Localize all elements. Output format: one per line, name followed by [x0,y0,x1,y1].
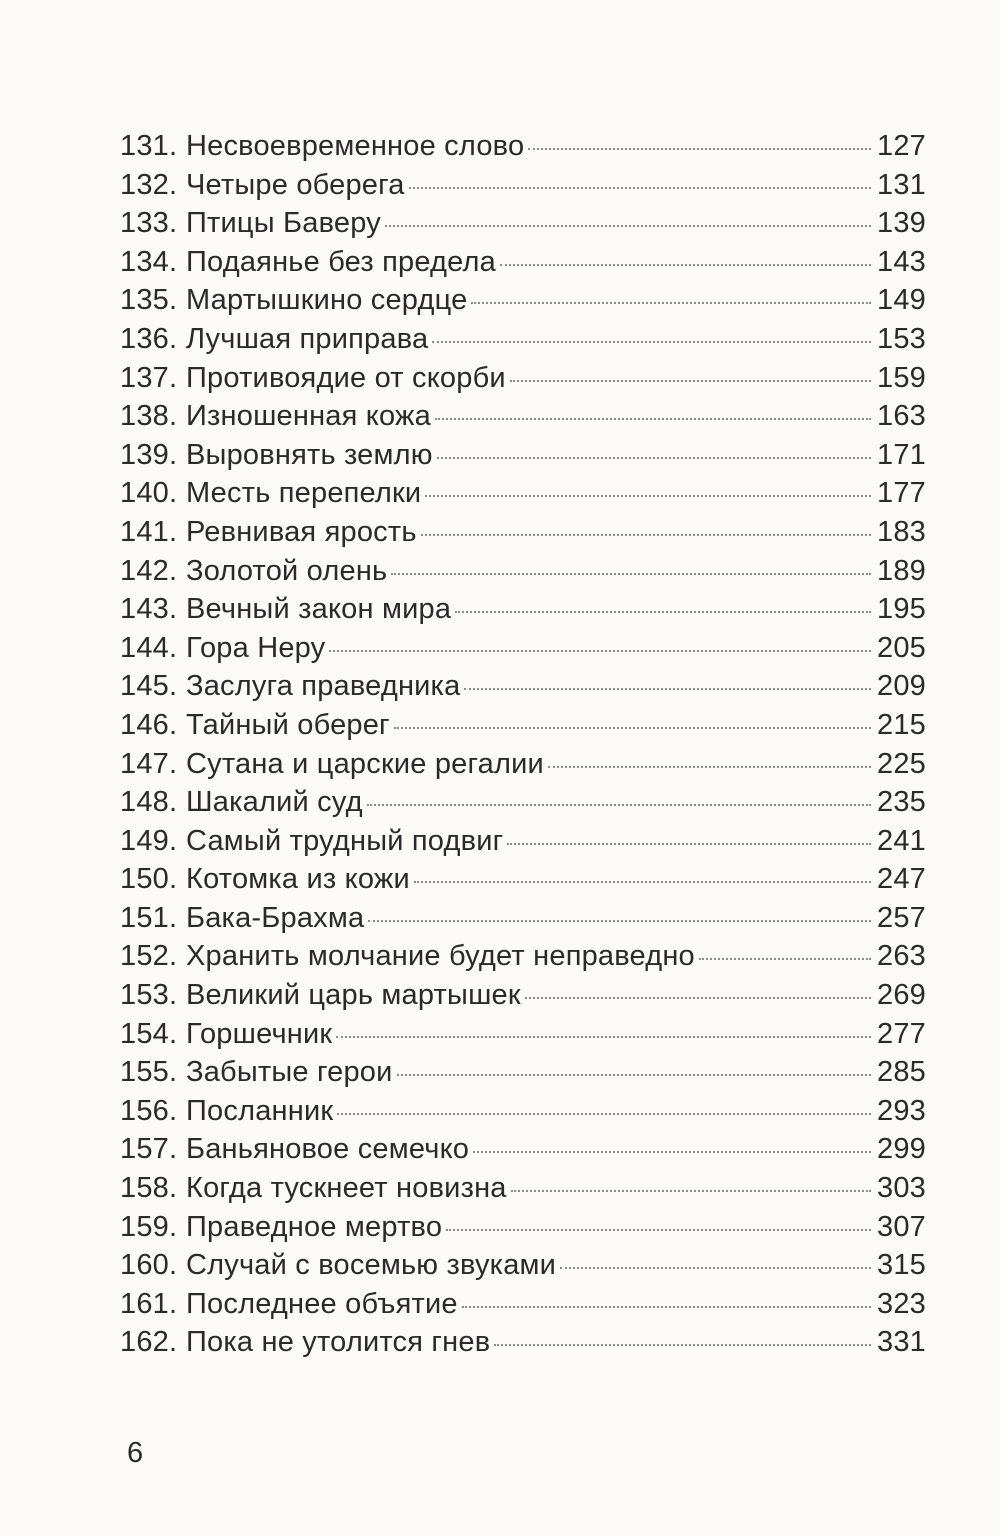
dot-leader [336,1036,871,1038]
toc-entry-page: 149 [877,284,926,317]
toc-entry-page: 159 [877,361,926,394]
toc-entry-title: Бака-Брахма [186,901,365,934]
dot-leader [409,187,871,189]
toc-entry-title: Лучшая приправа [186,322,429,355]
dot-leader [510,380,871,382]
toc-entry-page: 323 [877,1287,926,1320]
toc-entry-page: 153 [877,322,926,355]
toc-entry-number: 133. [120,207,178,240]
toc-entry-title: Горшечник [186,1017,333,1050]
toc-entry-number: 160. [120,1249,178,1282]
toc-entry [120,1169,926,1208]
toc-entry-title: Хранить молчание будет неправедно [186,940,695,973]
dot-leader [548,766,871,768]
toc-entry-number: 146. [120,708,178,741]
toc-entry [120,783,926,822]
dot-leader [425,495,871,497]
toc-entry-title: Когда тускнеет новизна [186,1172,507,1205]
toc-entry-number: 157. [120,1133,178,1166]
toc-entry-number: 138. [120,400,178,433]
toc-entry [120,359,926,398]
toc-entry-title: Вечный закон мира [186,593,452,626]
toc-entry-title: Посланник [186,1094,334,1127]
toc-entry-page: 269 [877,979,926,1012]
toc-entry-page: 189 [877,554,926,587]
toc-entry [120,745,926,784]
toc-entry [120,1323,926,1362]
toc-entry-number: 144. [120,631,178,664]
toc-entry-title: Птицы Баверу [186,207,381,240]
toc-entry-number: 152. [120,940,178,973]
page-number: 6 [127,1437,144,1469]
dot-leader [437,457,871,459]
toc-entry-title: Заслуга праведника [186,670,461,703]
toc-entry [120,243,926,282]
toc-entry-number: 131. [120,130,178,162]
toc-entry-title: Великий царь мартышек [186,979,521,1012]
toc-entry-page: 307 [877,1210,926,1243]
toc-entry-page: 299 [877,1133,926,1166]
toc-entry-title: Сутана и царские регалии [186,747,544,780]
toc-entry [120,667,926,706]
toc-entry-number: 150. [120,863,178,896]
toc-entry-title: Шакалий суд [186,786,363,819]
toc-entry-page: 195 [877,593,926,626]
dot-leader [455,611,871,613]
dot-leader [560,1267,871,1269]
toc-entry [120,127,926,166]
toc-entry-title: Четыре оберега [186,168,405,201]
toc-entry-page: 139 [877,207,926,240]
toc-entry [120,706,926,745]
dot-leader [385,225,871,227]
toc-entry [120,860,926,899]
toc-entry-number: 148. [120,786,178,819]
toc-entry-title: Гора Неру [186,631,326,664]
toc-entry [120,976,926,1015]
dot-leader [435,418,871,420]
toc-entry [120,513,926,552]
toc-entry-number: 135. [120,284,178,317]
dot-leader [462,1306,871,1308]
toc-entry [120,204,926,243]
toc-entry-title: Баньяновое семечко [186,1133,470,1166]
toc-entry-page: 131 [877,168,926,201]
toc-entry-page: 331 [877,1326,926,1359]
toc-entry-number: 161. [120,1287,178,1320]
toc-entry [120,1285,926,1324]
toc-entry-number: 132. [120,168,178,201]
dot-leader [511,1190,871,1192]
toc-entry-number: 147. [120,747,178,780]
dot-leader [421,534,871,536]
dot-leader [368,920,871,922]
toc-entry-number: 134. [120,245,178,278]
toc-entry-title: Праведное мертво [186,1210,443,1243]
toc-entry-title: Ревнивая ярость [186,515,417,548]
toc-entry-number: 153. [120,979,178,1012]
dot-leader [432,341,871,343]
toc-entry-title: Тайный оберег [186,708,390,741]
toc-entry-page: 263 [877,940,926,973]
dot-leader [464,688,871,690]
toc-entry [120,1208,926,1247]
toc-entry-title: Несвоевременное слово [186,130,525,162]
toc-entry-page: 183 [877,515,926,548]
toc-entry-page: 315 [877,1249,926,1282]
toc-entry [120,281,926,320]
toc-entry [120,629,926,668]
toc-entry-title: Подаянье без предела [186,245,496,278]
toc-entry-page: 209 [877,670,926,703]
toc-entry-number: 158. [120,1172,178,1205]
toc-entry-number: 162. [120,1326,178,1359]
dot-leader [397,1074,871,1076]
toc-entry-number: 149. [120,824,178,857]
toc-entry [120,1130,926,1169]
toc-entry-number: 159. [120,1210,178,1243]
toc-entry-number: 141. [120,515,178,548]
toc-entry-page: 215 [877,708,926,741]
table-of-contents [120,127,926,1362]
toc-entry-page: 127 [877,130,926,162]
dot-leader [500,264,871,266]
toc-entry-number: 151. [120,901,178,934]
dot-leader [471,302,871,304]
toc-entry [120,166,926,205]
toc-entry-page: 177 [877,477,926,510]
toc-entry-page: 143 [877,245,926,278]
toc-entry-number: 137. [120,361,178,394]
dot-leader [414,881,871,883]
dot-leader [525,997,871,999]
toc-entry-page: 277 [877,1017,926,1050]
toc-entry-number: 143. [120,593,178,626]
toc-entry-title: Котомка из кожи [186,863,410,896]
toc-entry [120,1053,926,1092]
toc-entry-title: Выровнять землю [186,438,433,471]
toc-entry-page: 247 [877,863,926,896]
toc-entry [120,1246,926,1285]
toc-entry-number: 139. [120,438,178,471]
toc-entry-page: 171 [877,438,926,471]
toc-entry-title: Золотой олень [186,554,388,587]
toc-entry-title: Месть перепелки [186,477,422,510]
toc-entry-page: 235 [877,786,926,819]
dot-leader [507,843,871,845]
toc-entry [120,320,926,359]
toc-entry-number: 142. [120,554,178,587]
toc-entry-number: 136. [120,322,178,355]
dot-leader [473,1151,871,1153]
toc-entry [120,552,926,591]
toc-entry [120,397,926,436]
toc-entry-title: Самый трудный подвиг [186,824,504,857]
toc-entry [120,436,926,475]
toc-entry-title: Случай с восемью звуками [186,1249,557,1282]
dot-leader [446,1229,871,1231]
toc-entry-title: Изношенная кожа [186,400,431,433]
toc-entry-title: Мартышкино сердце [186,284,468,317]
toc-entry-title: Противоядие от скорби [186,361,506,394]
toc-entry-number: 156. [120,1094,178,1127]
toc-entry-page: 303 [877,1172,926,1205]
dot-leader [494,1344,871,1346]
toc-entry [120,1015,926,1054]
toc-entry [120,590,926,629]
dot-leader [329,650,871,652]
toc-entry [120,822,926,861]
toc-entry-page: 205 [877,631,926,664]
dot-leader [391,573,871,575]
toc-entry-title: Забытые герои [186,1056,393,1089]
toc-entry-page: 293 [877,1094,926,1127]
toc-entry-number: 155. [120,1056,178,1089]
dot-leader [394,727,871,729]
toc-entry [120,474,926,513]
dot-leader [337,1113,871,1115]
toc-entry [120,899,926,938]
toc-entry-page: 163 [877,400,926,433]
toc-entry-page: 285 [877,1056,926,1089]
toc-entry [120,937,926,976]
toc-entry-number: 154. [120,1017,178,1050]
toc-entry-title: Последнее объятие [186,1287,458,1320]
toc-entry-page: 241 [877,824,926,857]
toc-entry-title: Пока не утолится гнев [186,1326,491,1359]
dot-leader [367,804,871,806]
toc-entry-page: 225 [877,747,926,780]
toc-entry [120,1092,926,1131]
toc-entry-number: 145. [120,670,178,703]
dot-leader [528,148,871,150]
dot-leader [699,958,871,960]
toc-entry-number: 140. [120,477,178,510]
toc-entry-page: 257 [877,901,926,934]
